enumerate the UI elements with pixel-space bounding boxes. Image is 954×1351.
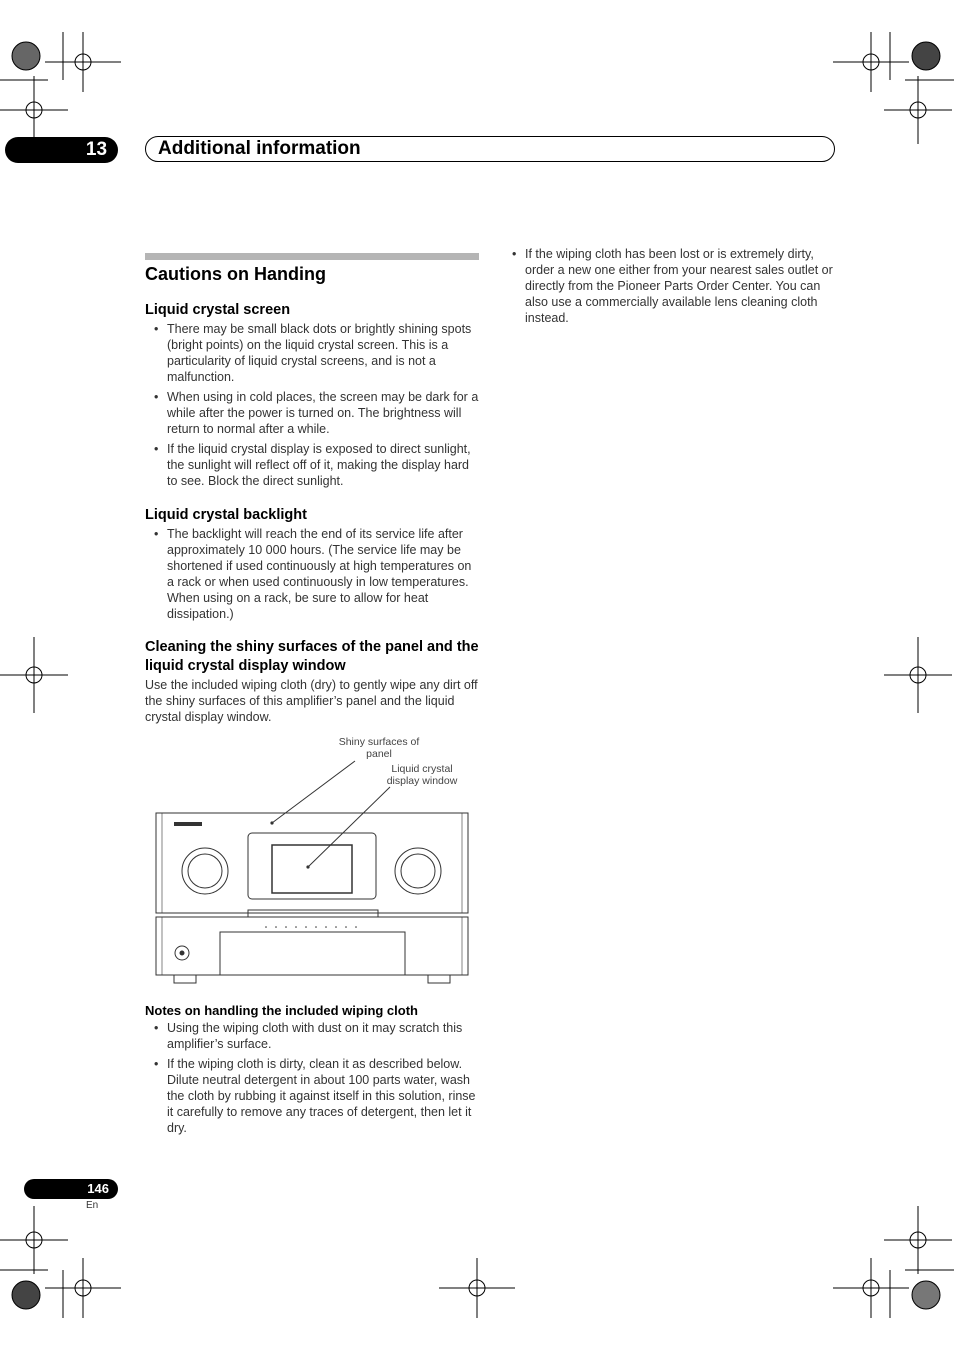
page-number: 146 (24, 1179, 118, 1199)
lcd-backlight-list (145, 526, 479, 626)
language-label: En (86, 1200, 99, 1211)
callout-line-panel (272, 761, 355, 823)
front-door (220, 932, 405, 975)
lower-chassis (156, 917, 468, 975)
chapter-number: 13 (5, 137, 118, 163)
wiping-cloth-heading: Notes on handling the included wiping cloth (145, 1003, 418, 1018)
chapter-title: Additional information (158, 138, 361, 159)
cleaning-body: Use the included wiping cloth (dry) to gently wipe any dirt off the shiny surfaces of this amplifier’s panel and the liquid crystal display window. (145, 678, 478, 724)
list-item: • If the wiping cloth is dirty, clean it as described below. Dilute neutral detergent in about 100 parts water, wash the cloth by rubbing it against itself in this solution, rinse it carefully to remove any traces of detergent, then let it dry. (154, 1057, 476, 1135)
cleaning-heading: Cleaning the shiny surfaces of the panel and the liquid crystal display window (145, 639, 479, 674)
wiping-cloth-list (145, 1020, 479, 1140)
callout-panel-label: Shiny surfaces of panel (338, 736, 420, 760)
lcd-screen-list (145, 321, 479, 493)
right-column-list (503, 246, 837, 330)
callout-window-label: Liquid crystal display window (386, 763, 458, 787)
lcd-backlight-heading: Liquid crystal backlight (145, 507, 307, 523)
left-knob (182, 848, 228, 894)
brand-logo (174, 822, 202, 826)
indicator-dots (265, 926, 357, 928)
display-frame (248, 833, 376, 899)
list-item: • There may be small black dots or brightly shining spots (bright points) on the liquid crystal screen. This is a particularity of liquid crystal screens, and is not a malfunction. (154, 322, 472, 384)
lcd-display-window (272, 845, 352, 893)
right-knob (395, 848, 441, 894)
list-item: • The backlight will reach the end of its service life after approximately 10 000 hours. (The service life may be shortened if used continuously at high temperatures on a rack or when used continuously in low temperatures. When using on a rack, be sure to allow for heat dissipation.) (154, 527, 472, 621)
callout-line-window (308, 787, 390, 867)
chapter-title-bar (145, 136, 835, 162)
section-title: Cautions on Handing (145, 264, 326, 284)
list-item: • If the liquid crystal display is exposed to direct sunlight, the sunlight will reflect off of it, making the display hard to see. Block the direct sunlight. (154, 442, 471, 488)
lcd-screen-heading: Liquid crystal screen (145, 302, 291, 318)
list-item: • If the wiping cloth has been lost or is extremely dirty, order a new one either from your nearest sales outlet or directly from the Pioneer Parts Order Center. You can also use a commercially available lens cleaning cloth instead. (512, 247, 833, 325)
list-item: • Using the wiping cloth with dust on it may scratch this amplifier’s surface. (154, 1021, 463, 1051)
list-item: • When using in cold places, the screen may be dark for a while after the power is turned on. The brightness will return to normal after a while. (154, 390, 479, 436)
section-rule (145, 253, 479, 260)
